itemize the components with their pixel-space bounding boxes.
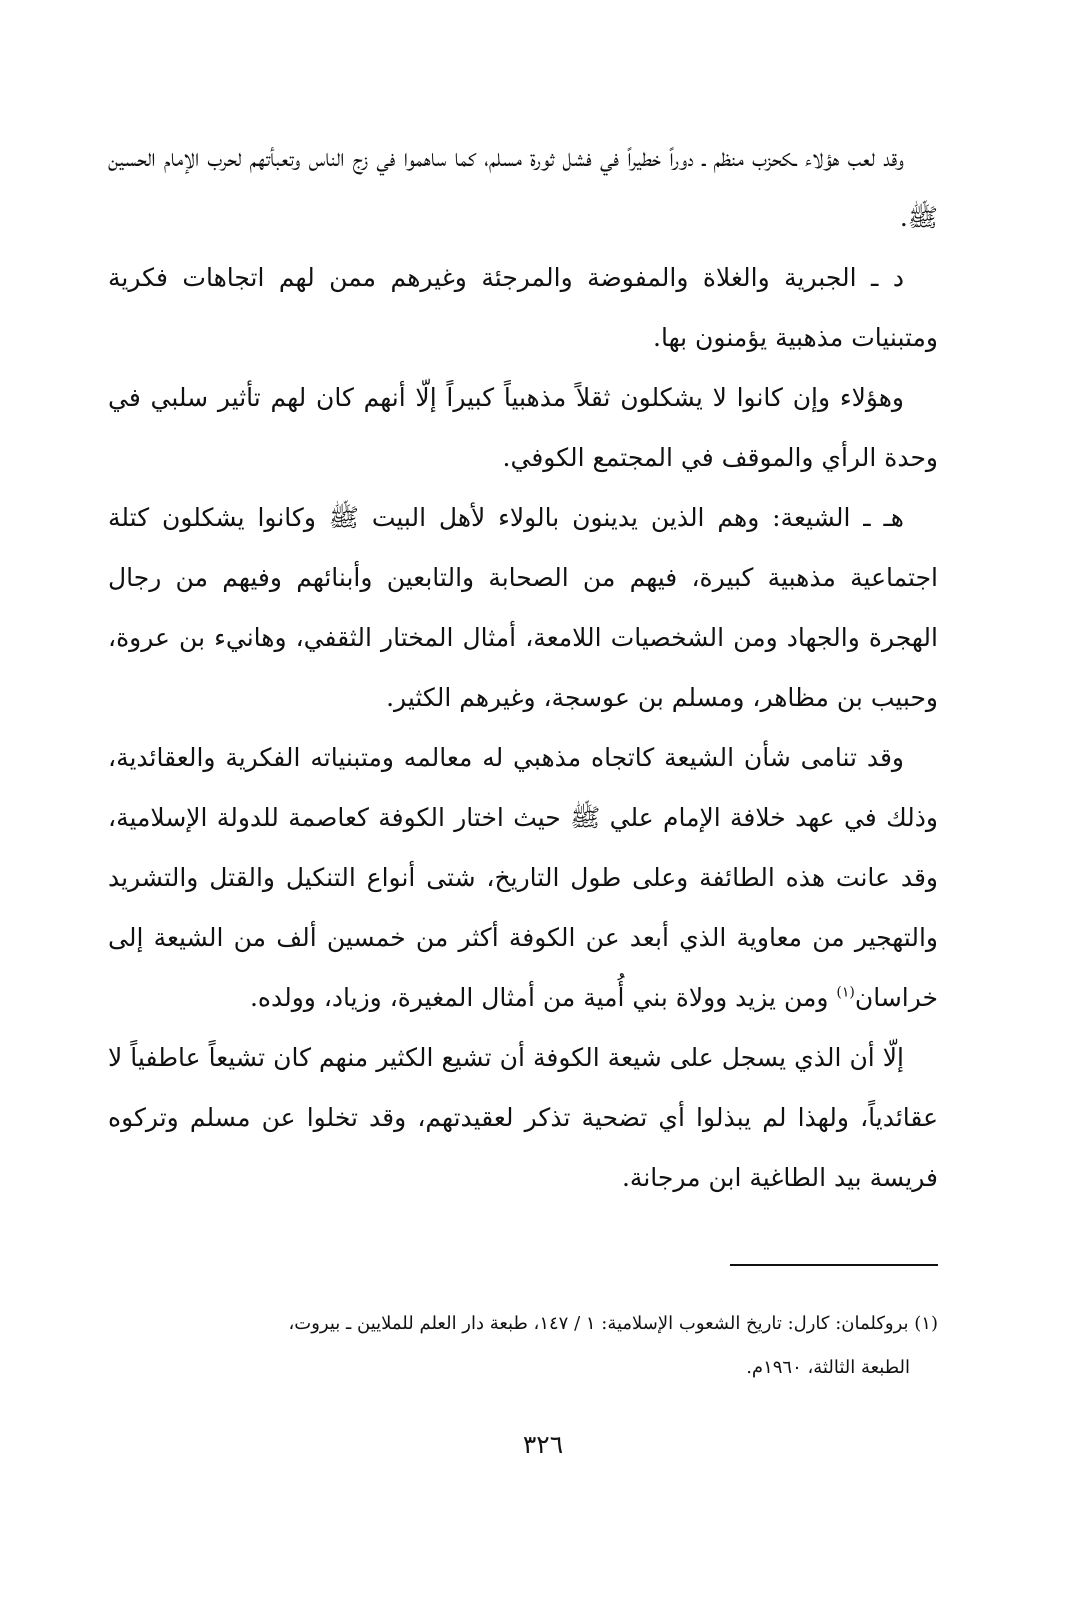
paragraph-2: د ـ الجبرية والغلاة والمفوضة والمرجئة وغيرهم ممن لهم اتجاهات فكرية ومتبنيات مذهبية يؤمنون بها. [108, 263, 938, 352]
paragraph-3: وهؤلاء وإن كانوا لا يشكلون ثقلاً مذهبياً كبيراً إلّا أنهم كان لهم تأثير سلبي في وحدة الرأي والموقف في المجتمع الكوفي. [108, 383, 938, 472]
footnote-1-line-1: (١) بروكلمان: كارل: تاريخ الشعوب الإسلامية: ١ / ١٤٧، طبعة دار العلم للملايين ـ بيروت، [288, 1313, 938, 1334]
page-number: ٣٢٦ [522, 1430, 564, 1459]
paragraph-5-text-b: ومن يزيد وولاة بني أُمية من أمثال المغيرة، وزياد، وولده. [249, 983, 837, 1012]
paragraph-5-text-a: وقد تنامى شأن الشيعة كاتجاه مذهبي له معالمه ومتبنياته الفكرية والعقائدية، وذلك في عهد خلافة الإمام علي ﷺ حيث اختار الكوفة كعاصمة للدولة الإسلامية، وقد عانت هذه الطائفة وعلى طول التاريخ، شتى أنواع التنكيل والقتل والتشريد والتهجير من معاوية الذي أبعد عن الكوفة أكثر من خمسين ألف من الشيعة إلى خراسان [108, 743, 938, 1012]
paragraph-4: هـ ـ الشيعة: وهم الذين يدينون بالولاء لأهل البيت ﷺ وكانوا يشكلون كتلة اجتماعية مذهبية كبيرة، فيهم من الصحابة والتابعين وأبنائهم وفيهم من رجال الهجرة والجهاد ومن الشخصيات اللامعة، أمثال المختار الثقفي، وهانيء بن عروة، وحبيب بن مظاهر، ومسلم بن عوسجة، وغيرهم الكثير. [108, 503, 938, 712]
page-body [108, 128, 938, 1208]
paragraph-6: إلّا أن الذي يسجل على شيعة الكوفة أن تشيع الكثير منهم كان تشيعاً عاطفياً لا عقائدياً، ولهذا لم يبذلوا أي تضحية تذكر لعقيدتهم، وقد تخلوا عن مسلم وتركوه فريسة بيد الطاغية ابن مرجانة. [108, 1043, 938, 1192]
footnote-reference[interactable]: (١) [836, 984, 855, 1001]
paragraph-1: وقد لعب هؤلاء ـكحزب منظم ـ دوراً خطيراً في فشل ثورة مسلم، كما ساهموا في زج الناس وتعبأتهم لحرب الإمام الحسين ﷺ. [108, 143, 938, 232]
footnotes [108, 1302, 938, 1390]
footnote-divider [730, 1264, 938, 1266]
footnote-1-line-2: الطبعة الثالثة، ١٩٦٠م. [746, 1357, 910, 1378]
paragraph-5 [108, 728, 938, 1028]
